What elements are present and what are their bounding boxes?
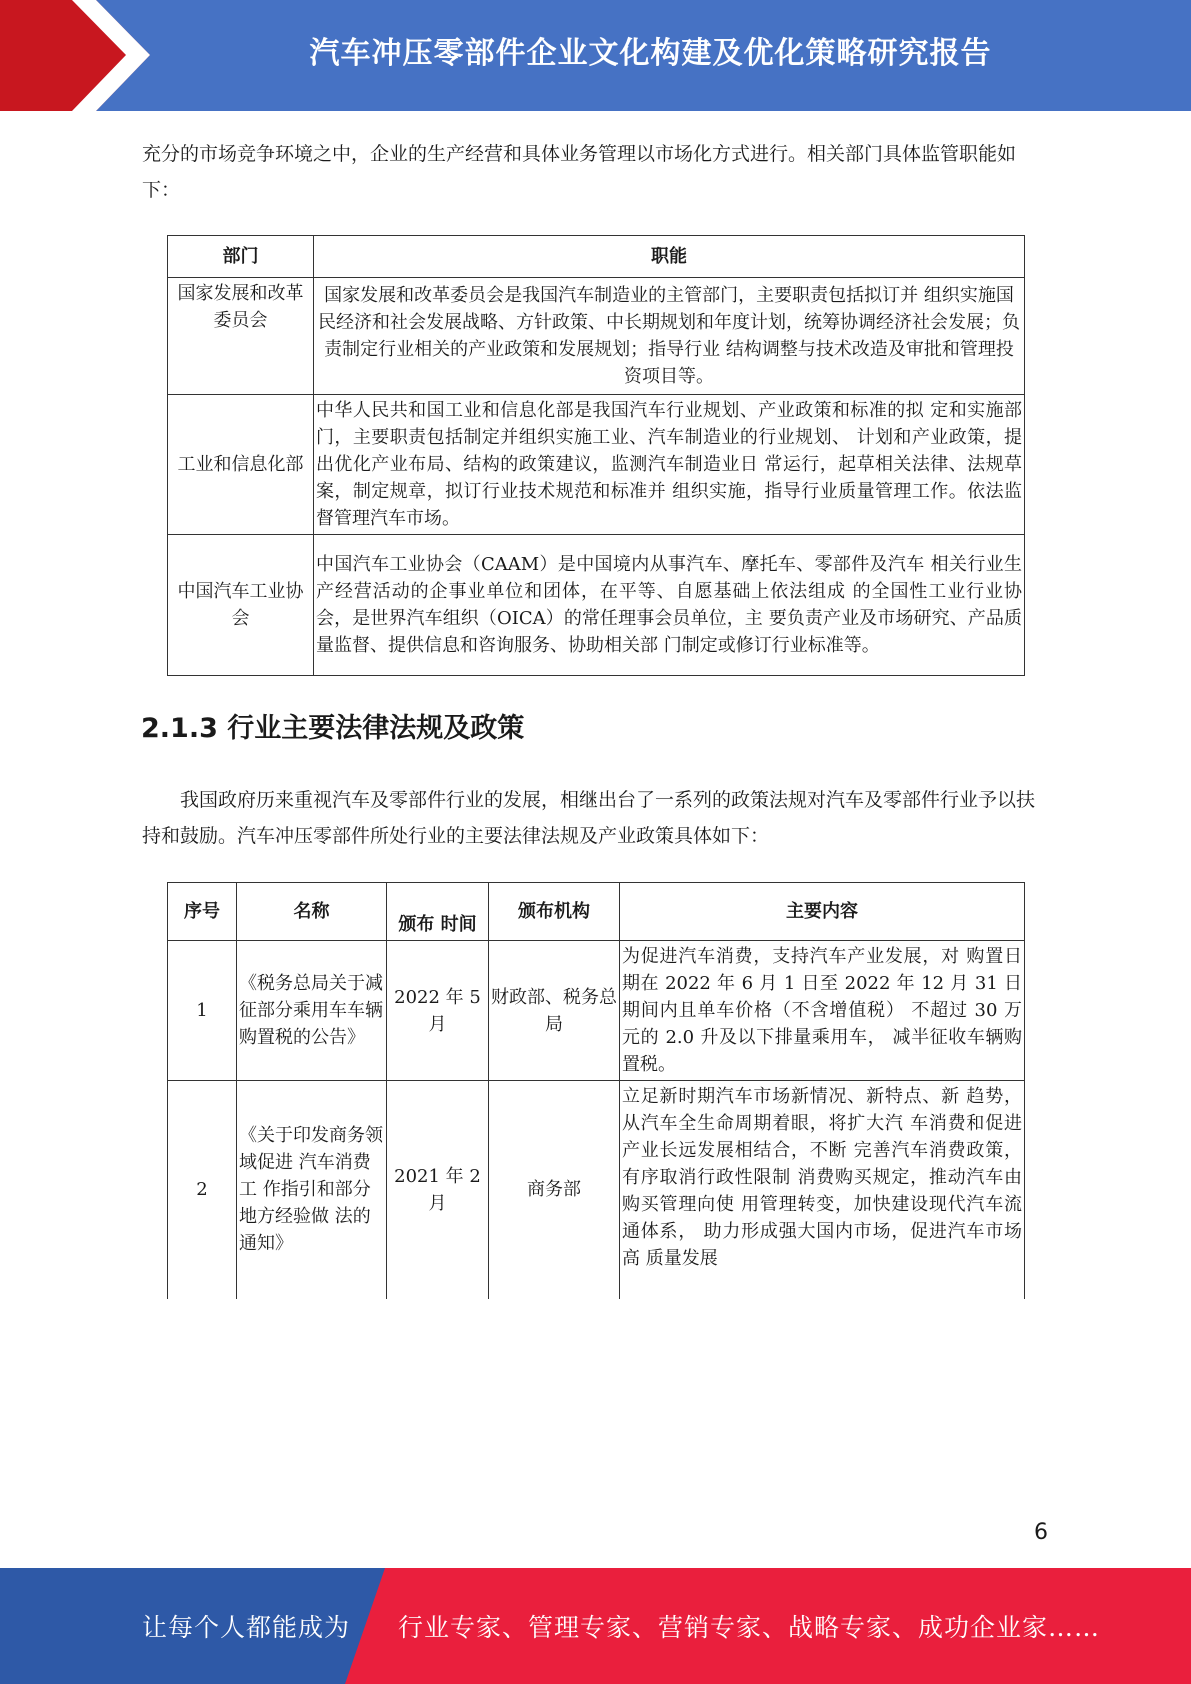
departments-table (167, 235, 1025, 676)
dept-cell: 工业和信息化部 (168, 395, 314, 535)
document-title: 汽车冲压零部件企业文化构建及优化策略研究报告 (309, 36, 992, 71)
table-header-row (168, 883, 1025, 941)
dept-cell: 国家发展和改革委员会 (168, 278, 314, 395)
section-heading: 2.1.3 行业主要法律法规及政策 (141, 713, 525, 744)
footer-slogan-right: 行业专家、管理专家、营销专家、战略专家、成功企业家…… (398, 1613, 1101, 1642)
policy-content: 为促进汽车消费，支持汽车产业发展，对 购置日期在 2022 年 6 月 1 日至 2022 年 12 月 31 日期间内且单车价格（不含增值税） 不超过 30 万元的 2.0 升及以下排量乘用车， 减半征收车辆购置税。 (620, 941, 1025, 1081)
function-cell: 中华人民共和国工业和信息化部是我国汽车行业规划、产业政策和标准的拟 定和实施部门，主要职责包括制定并组织实施工业、汽车制造业的行业规划、 计划和产业政策，提出优化产业布局、结构的政策建议，监测汽车制造业日 常运行，起草相关法律、法规草案，制定规章，拟订行业技术规范和标准并 组织实施，指导行业质量管理工作。依法监督管理汽车市场。 (314, 395, 1025, 535)
row-number: 2 (168, 1081, 237, 1299)
policy-intro-paragraph: 我国政府历来重视汽车及零部件行业的发展，相继出台了一系列的政策法规对汽车及零部件行业予以扶持和鼓励。汽车冲压零部件所处行业的主要法律法规及产业政策具体如下： (142, 789, 1036, 847)
header-chevron-icon (0, 0, 160, 111)
table-row (168, 1081, 1025, 1299)
page-footer (0, 1568, 1191, 1684)
column-header-no: 序号 (168, 883, 237, 941)
table-header-row (168, 236, 1025, 278)
function-cell: 国家发展和改革委员会是我国汽车制造业的主管部门，主要职责包括拟订并 组织实施国民经济和社会发展战略、方针政策、中长期规划和年度计划，统筹协调经济社会发展；负责制定行业相关的产业政策和发展规划；指导行业 结构调整与技术改造及审批和管理投资项目等。 (314, 278, 1025, 395)
column-header-content: 主要内容 (620, 883, 1025, 941)
footer-slogan-left: 让每个人都能成为 (142, 1613, 351, 1642)
policy-name: 《税务总局关于减征部分乘用车车辆购置税的公告》 (237, 941, 387, 1081)
policy-org: 商务部 (489, 1081, 620, 1299)
function-cell: 中国汽车工业协会（CAAM）是中国境内从事汽车、摩托车、零部件及汽车 相关行业生产经营活动的企事业单位和团体，在平等、自愿基础上依法组成 的全国性工业行业协会，是世界汽车组织（OICA）的常任理事会员单位，主 要负责产业及市场研究、产品质量监督、提供信息和咨询服务、协助相关部 门制定或修订行业标准等。 (314, 535, 1025, 676)
policy-date: 2022 年 5 月 (387, 941, 489, 1081)
column-header-dept: 部门 (168, 236, 314, 278)
column-header-function: 职能 (314, 236, 1025, 278)
column-header-name: 名称 (237, 883, 387, 941)
table-row (168, 535, 1025, 676)
page-number: 6 (1034, 1520, 1048, 1545)
policy-date: 2021 年 2 月 (387, 1081, 489, 1299)
table-row (168, 941, 1025, 1081)
row-number: 1 (168, 941, 237, 1081)
policy-name: 《关于印发商务领域促进 汽车消费工 作指引和部分 地方经验做 法的通知》 (237, 1081, 387, 1299)
page-header (0, 0, 1191, 111)
table-row (168, 278, 1025, 395)
intro-paragraph: 充分的市场竞争环境之中，企业的生产经营和具体业务管理以市场化方式进行。相关部门具体监管职能如下： (142, 143, 1017, 201)
column-header-org: 颁布机构 (489, 883, 620, 941)
policies-table (167, 882, 1025, 1299)
dept-cell: 中国汽车工业协会 (168, 535, 314, 676)
policy-org: 财政部、税务总局 (489, 941, 620, 1081)
column-header-date: 颁布 时间 (387, 883, 489, 941)
policy-content: 立足新时期汽车市场新情况、新特点、新 趋势，从汽车全生命周期着眼，将扩大汽 车消费和促进产业长远发展相结合，不断 完善汽车消费政策，有序取消行政性限制 消费购买规定，推动汽车由购买管理向使 用管理转变，加快建设现代汽车流通体系， 助力形成强大国内市场，促进汽车市场高 质量发展 (620, 1081, 1025, 1299)
table-row (168, 395, 1025, 535)
